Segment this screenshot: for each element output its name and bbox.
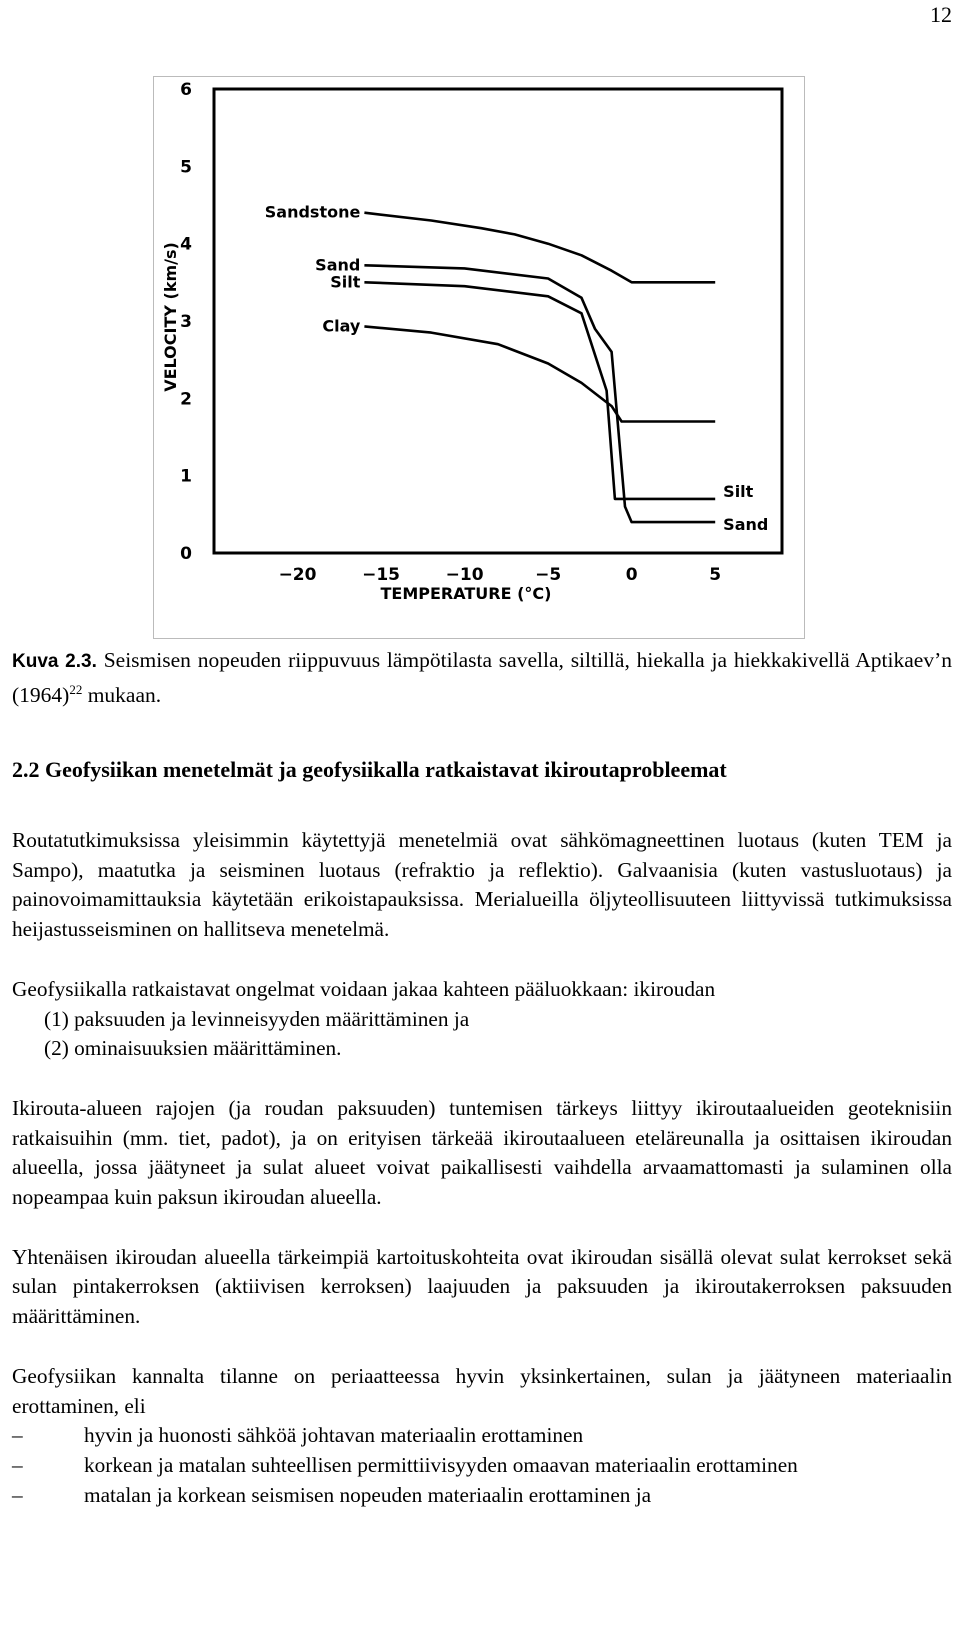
- y-tick-label: 0: [180, 544, 192, 564]
- caption-reference: 22: [69, 682, 83, 697]
- list-item: [12, 1451, 952, 1481]
- figure-caption: [12, 646, 952, 709]
- problem-item: (2) ominaisuuksien määrittäminen.: [44, 1036, 342, 1061]
- list-item: [12, 1481, 952, 1511]
- list-item-text: hyvin ja huonosti sähköä johtavan materiaalin erottaminen: [84, 1423, 584, 1448]
- caption-label: Kuva 2.3.: [12, 651, 97, 672]
- series-label-silt: Silt: [330, 272, 361, 292]
- paragraph-methods: Routatutkimuksissa yleisimmin käytettyjä menetelmiä ovat sähkömagneettinen luotaus (kuten TEM ja Sampo), maatutka ja seisminen luotaus (refraktio ja reflektio). Galvaanisia (kuten vastusluotaus) ja painovoimamittauksia käytetään erikoistapauksissa. Merialueilla öljyteollisuuteen liittyvissä tutkimuksissa heijastusseisminen on hallitseva menetelmä.: [12, 828, 952, 942]
- problems-list: [12, 1005, 952, 1064]
- caption-tail: mukaan.: [87, 683, 162, 708]
- velocity-temperature-chart: [154, 77, 804, 638]
- list-item-text: matalan ja korkean seismisen nopeuden materiaalin erottaminen ja: [84, 1482, 652, 1507]
- page-number: 12: [930, 2, 952, 27]
- series-end-label-sand: Sand: [723, 515, 769, 535]
- dash-marker: –: [12, 1482, 23, 1507]
- x-tick-label: −15: [362, 565, 401, 585]
- section-body: [12, 756, 952, 1510]
- paragraph-problems: [12, 975, 952, 1064]
- dash-marker: –: [12, 1423, 23, 1448]
- x-axis-label: TEMPERATURE (°C): [380, 584, 552, 603]
- series-label-sandstone: Sandstone: [264, 202, 361, 222]
- x-tick-label: −10: [445, 565, 484, 585]
- series-label-sand: Sand: [315, 255, 361, 275]
- series-end-label-silt: Silt: [723, 481, 754, 501]
- y-tick-label: 6: [180, 80, 192, 100]
- y-tick-label: 1: [180, 466, 192, 487]
- separation-list: [12, 1421, 952, 1510]
- x-tick-label: 0: [625, 565, 638, 585]
- list-item-text: korkean ja matalan suhteellisen permittiivisyyden omaavan materiaalin erottaminen: [84, 1452, 798, 1477]
- y-tick-label: 4: [180, 234, 192, 255]
- x-tick-label: −20: [278, 565, 317, 585]
- y-tick-label: 3: [180, 312, 192, 332]
- y-axis-label: VELOCITY (km/s): [161, 242, 180, 392]
- y-tick-label: 2: [180, 389, 192, 410]
- series-line-clay: [364, 326, 715, 421]
- series-line-silt: [364, 282, 715, 499]
- paragraph-geophysics: Geofysiikan kannalta tilanne on periaatteessa hyvin yksinkertainen, sulan ja jäätyneen materiaalin erottaminen, eli: [12, 1363, 952, 1418]
- x-tick-label: −5: [535, 565, 562, 585]
- series-label-clay: Clay: [322, 316, 361, 336]
- plot-area-frame: [214, 89, 782, 553]
- problems-intro: Geofysiikalla ratkaistavat ongelmat voidaan jakaa kahteen pääluokkaan: ikiroudan: [12, 976, 716, 1001]
- y-tick-label: 5: [180, 157, 192, 178]
- series-line-sand: [364, 265, 715, 522]
- problem-item: (1) paksuuden ja levinneisyyden määrittäminen ja: [44, 1006, 470, 1031]
- caption-text: Seismisen nopeuden riippuvuus lämpötilasta savella, siltillä, hiekalla ja hiekkakivellä Aptikaev’n (1964): [12, 648, 952, 708]
- paragraph-continuous: Yhtenäisen ikiroudan alueella tärkeimpiä kartoituskohteita ovat ikiroudan sisällä olevat sulat kerrokset sekä sulan pintakerroksen (aktiivisen kerroksen) laajuuden ja paksuuden ja ikiroutakerroksen paksuuden määrittäminen.: [12, 1244, 952, 1329]
- figure-frame: [153, 76, 805, 639]
- list-item: [12, 1421, 952, 1451]
- series-line-sandstone: [364, 213, 715, 283]
- section-heading: 2.2 Geofysiikan menetelmät ja geofysiikalla ratkaistavat ikiroutaprobleemat: [12, 757, 727, 782]
- dash-marker: –: [12, 1452, 23, 1477]
- paragraph-boundaries: Ikirouta-alueen rajojen (ja roudan paksuuden) tuntemisen tärkeys liittyy ikiroutaalueiden geoteknisiin ratkaisuihin (mm. tiet, padot), ja on erityisen tärkeää ikiroutaalueen eteläreunalla ja osittaisen ikiroudan alueella, jossa jäätyneet ja sulat alueet voivat paikallisesti vaihdella arvaamattomasti ja sulaminen olla nopeampaa kuin paksun ikiroudan alueella.: [12, 1095, 952, 1210]
- x-tick-label: 5: [709, 565, 722, 585]
